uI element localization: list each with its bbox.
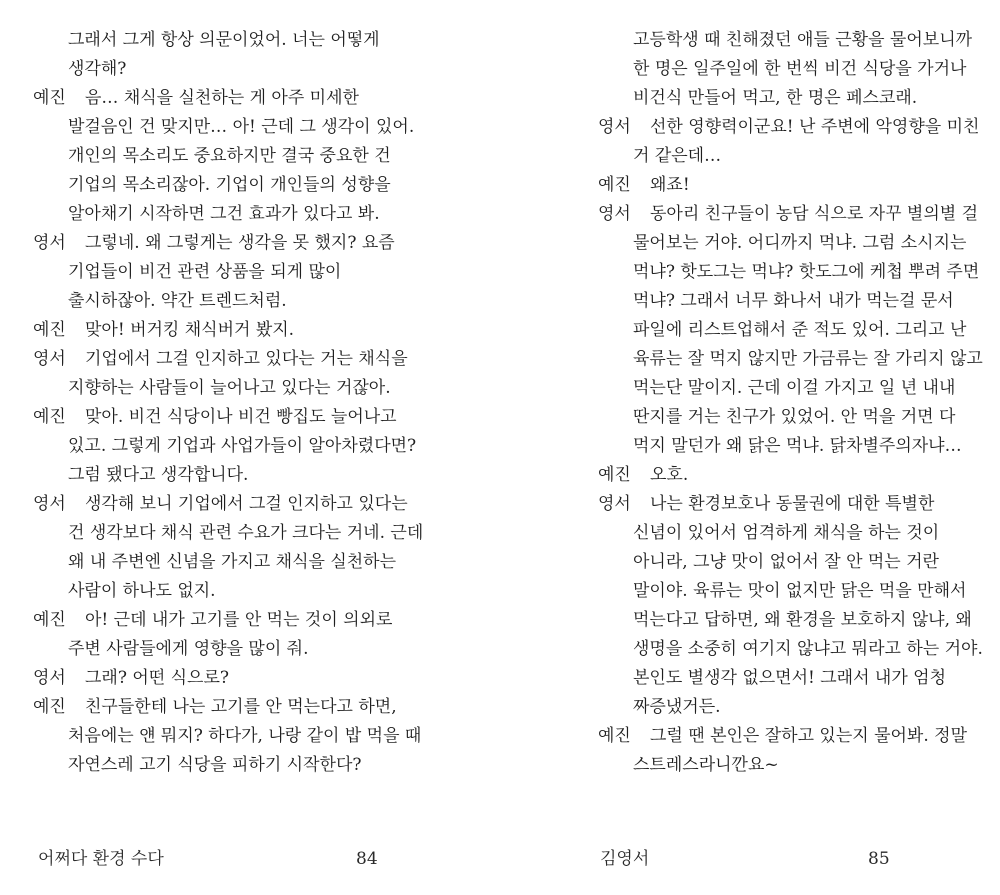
- dialogue-line: 물어보는 거야. 어디까지 먹냐. 그럼 소시지는: [633, 233, 967, 253]
- dialogue-line: 말이야. 육류는 맛이 없지만 닭은 먹을 만해서: [633, 581, 967, 601]
- dialogue-line: 그렇네. 왜 그렇게는 생각을 못 했지? 요즘: [85, 233, 395, 253]
- dialogue-entry: [33, 693, 488, 780]
- page-right-text-column: [598, 26, 998, 780]
- speaker-label: 영서: [598, 204, 631, 224]
- dialogue-line: 비건식 만들어 먹고, 한 명은 페스코래.: [633, 88, 918, 108]
- dialogue-line: 선한 영향력이군요! 난 주변에 악영향을 미친: [650, 117, 980, 137]
- dialogue-line: 육류는 잘 먹지 않지만 가금류는 잘 가리지 않고: [633, 349, 983, 369]
- speaker-label: 예진: [598, 726, 631, 746]
- dialogue-line: 맞아. 비건 식당이나 비건 빵집도 늘어나고: [85, 407, 397, 427]
- dialogue-line: 주변 사람들에게 영향을 많이 줘.: [68, 639, 309, 659]
- dialogue-entry: [598, 200, 998, 461]
- dialogue-line: 먹는단 말이지. 근데 이걸 가지고 일 년 내내: [633, 378, 956, 398]
- dialogue-line: 먹지 말던가 왜 닭은 먹냐. 닭차별주의자냐…: [633, 436, 962, 456]
- dialogue-entry: [598, 461, 998, 490]
- speaker-label: 예진: [33, 88, 66, 108]
- dialogue-entry: [33, 403, 488, 490]
- speaker-label: 예진: [33, 697, 66, 717]
- dialogue-entry: [33, 606, 488, 664]
- dialogue-line: 있고. 그렇게 기업과 사업가들이 알아차렸다면?: [68, 436, 417, 456]
- dialogue-line: 딴지를 거는 친구가 있었어. 안 먹을 거면 다: [633, 407, 956, 427]
- dialogue-line: 동아리 친구들이 농담 식으로 자꾸 별의별 걸: [650, 204, 979, 224]
- dialogue-line: 파일에 리스트업해서 준 적도 있어. 그리고 난: [633, 320, 967, 340]
- dialogue-entry: [33, 490, 488, 606]
- dialogue-line: 지향하는 사람들이 늘어나고 있다는 거잖아.: [68, 378, 391, 398]
- dialogue-line: 그래? 어떤 식으로?: [85, 668, 229, 688]
- dialogue-entry: [598, 490, 998, 722]
- speaker-label: 예진: [33, 407, 66, 427]
- speaker-label: 예진: [33, 610, 66, 630]
- dialogue-line: 그럼 됐다고 생각합니다.: [68, 465, 249, 485]
- page-number-right: 85: [868, 849, 890, 869]
- page-left-text-column: [33, 26, 488, 780]
- dialogue-line: 스트레스라니깐요~: [633, 755, 779, 775]
- dialogue-line: 오호.: [650, 465, 689, 485]
- dialogue-entry: [33, 84, 488, 229]
- dialogue-line: 먹는다고 답하면, 왜 환경을 보호하지 않냐, 왜: [633, 610, 972, 630]
- dialogue-line: 짜증냈거든.: [633, 697, 721, 717]
- dialogue-entry: [33, 664, 488, 693]
- dialogue-line: 먹냐? 그래서 너무 화나서 내가 먹는걸 문서: [633, 291, 954, 311]
- dialogue-entry: [33, 229, 488, 316]
- speaker-label: 영서: [33, 233, 66, 253]
- dialogue-entry: [598, 26, 998, 113]
- speaker-label: 영서: [598, 494, 631, 514]
- dialogue-line: 기업에서 그걸 인지하고 있다는 거는 채식을: [85, 349, 408, 369]
- dialogue-line: 아! 근데 내가 고기를 안 먹는 것이 의외로: [85, 610, 393, 630]
- speaker-label: 예진: [598, 465, 631, 485]
- dialogue-line: 기업의 목소리잖아. 기업이 개인들의 성향을: [68, 175, 391, 195]
- dialogue-entry: [598, 722, 998, 780]
- dialogue-line: 나는 환경보호나 동물권에 대한 특별한: [650, 494, 935, 514]
- dialogue-line: 자연스레 고기 식당을 피하기 시작한다?: [68, 755, 362, 775]
- dialogue-line: 생각해?: [68, 59, 127, 79]
- dialogue-line: 왜 내 주변엔 신념을 가지고 채식을 실천하는: [68, 552, 397, 572]
- dialogue-line: 그럴 땐 본인은 잘하고 있는지 물어봐. 정말: [650, 726, 968, 746]
- speaker-label: 영서: [33, 494, 66, 514]
- dialogue-line: 그래서 그게 항상 의문이었어. 너는 어떻게: [68, 30, 380, 50]
- dialogue-line: 기업들이 비건 관련 상품을 되게 많이: [68, 262, 342, 282]
- dialogue-line: 고등학생 때 친해졌던 애들 근황을 물어보니까: [633, 30, 973, 50]
- dialogue-line: 생명을 소중히 여기지 않냐고 뭐라고 하는 거야.: [633, 639, 983, 659]
- speaker-label: 영서: [598, 117, 631, 137]
- dialogue-line: 출시하잖아. 약간 트렌드처럼.: [68, 291, 287, 311]
- dialogue-line: 생각해 보니 기업에서 그걸 인지하고 있다는: [85, 494, 408, 514]
- dialogue-entry: [33, 345, 488, 403]
- dialogue-entry: [33, 316, 488, 345]
- dialogue-line: 먹냐? 핫도그는 먹냐? 핫도그에 케첩 뿌려 주면: [633, 262, 980, 282]
- speaker-label: 예진: [598, 175, 631, 195]
- page-number-left: 84: [356, 849, 378, 869]
- dialogue-entry: [598, 171, 998, 200]
- dialogue-line: 거 같은데…: [633, 146, 722, 166]
- dialogue-line: 사람이 하나도 없지.: [68, 581, 216, 601]
- dialogue-line: 맞아! 버거킹 채식버거 봤지.: [85, 320, 295, 340]
- dialogue-line: 알아채기 시작하면 그건 효과가 있다고 봐.: [68, 204, 380, 224]
- dialogue-entry: [598, 113, 998, 171]
- dialogue-entry: [33, 26, 488, 84]
- speaker-label: 영서: [33, 349, 66, 369]
- dialogue-line: 한 명은 일주일에 한 번씩 비건 식당을 가거나: [633, 59, 967, 79]
- dialogue-line: 발걸음인 건 맞지만… 아! 근데 그 생각이 있어.: [68, 117, 415, 137]
- dialogue-line: 음… 채식을 실천하는 게 아주 미세한: [85, 88, 359, 108]
- dialogue-line: 처음에는 얜 뭐지? 하다가, 나랑 같이 밥 먹을 때: [68, 726, 422, 746]
- footer-author-name: 김영서: [600, 849, 650, 869]
- speaker-label: 영서: [33, 668, 66, 688]
- speaker-label: 예진: [33, 320, 66, 340]
- dialogue-line: 건 생각보다 채식 관련 수요가 크다는 거네. 근데: [68, 523, 424, 543]
- dialogue-line: 신념이 있어서 엄격하게 채식을 하는 것이: [633, 523, 940, 543]
- dialogue-line: 아니라, 그냥 맛이 없어서 잘 안 먹는 거란: [633, 552, 939, 572]
- dialogue-line: 왜죠!: [650, 175, 690, 195]
- dialogue-line: 개인의 목소리도 중요하지만 결국 중요한 건: [68, 146, 391, 166]
- footer-book-title: 어쩌다 환경 수다: [38, 849, 164, 869]
- dialogue-line: 친구들한테 나는 고기를 안 먹는다고 하면,: [85, 697, 397, 717]
- dialogue-line: 본인도 별생각 없으면서! 그래서 내가 엄청: [633, 668, 947, 688]
